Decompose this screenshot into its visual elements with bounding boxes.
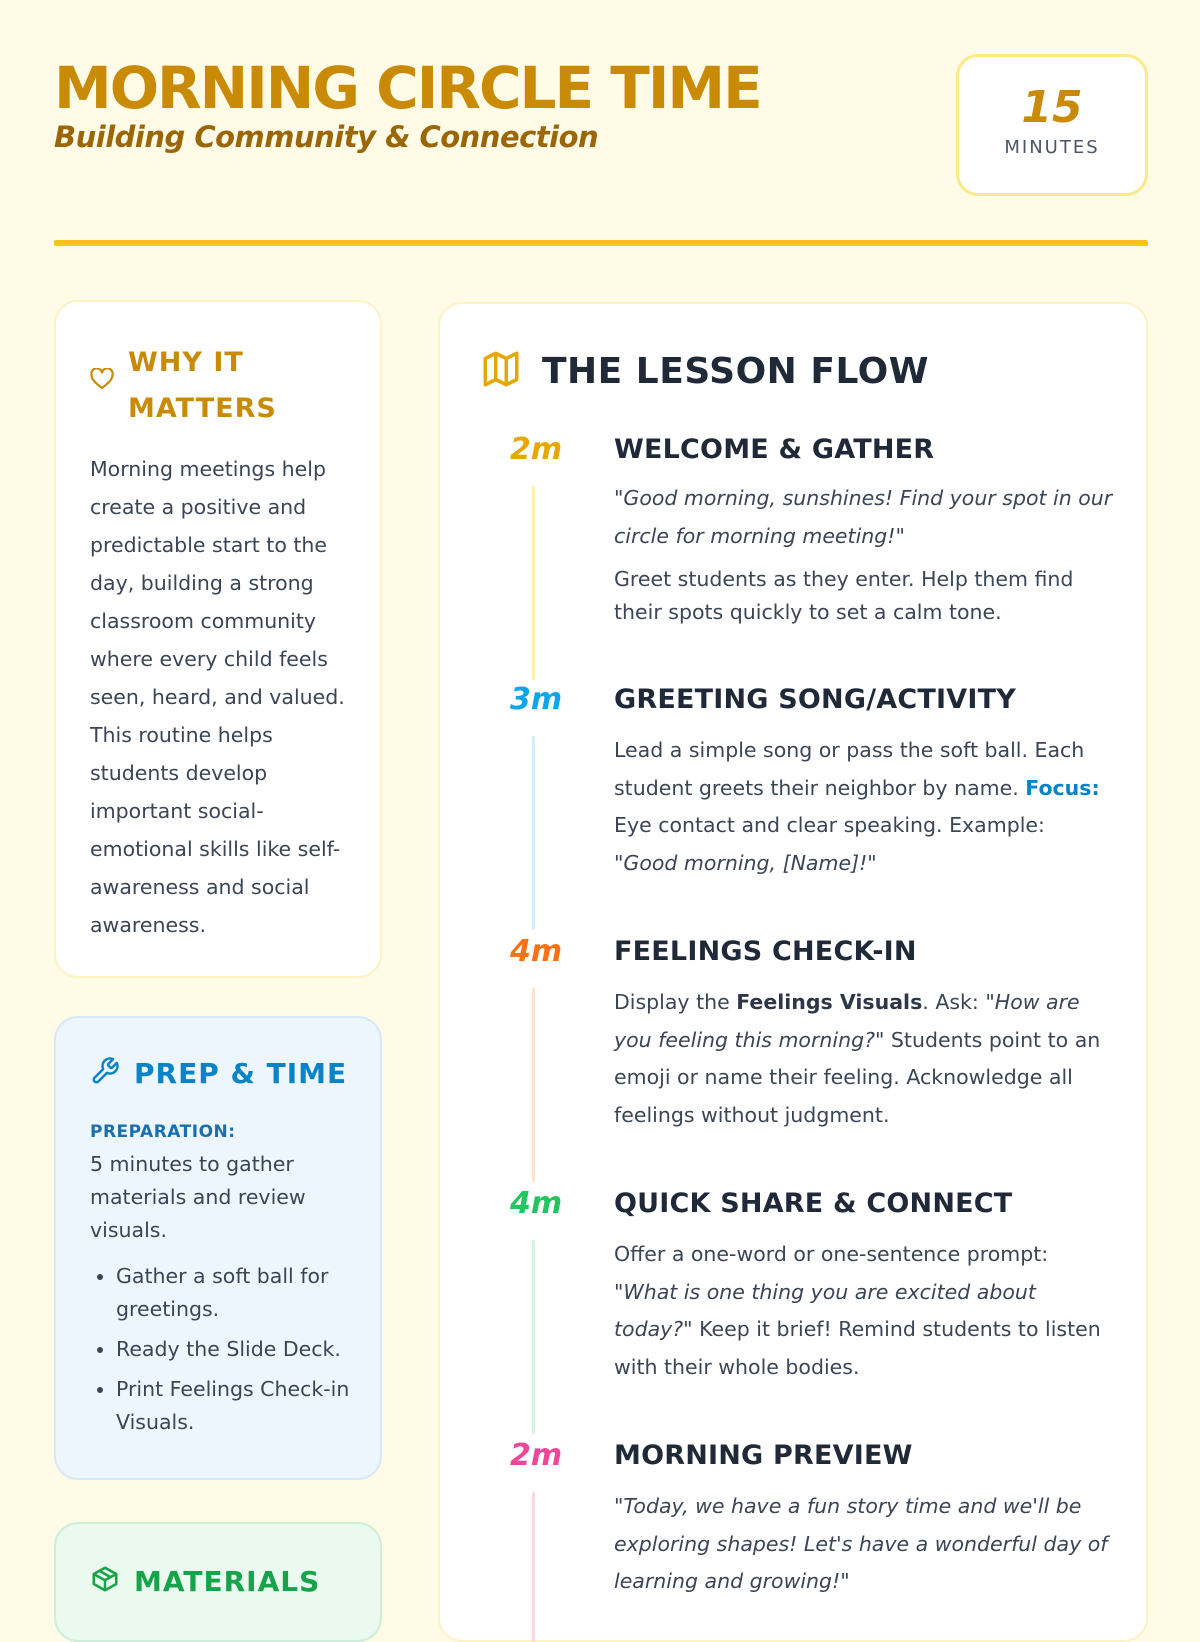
step-text: Greet students as they enter. Help them find their spots quickly to set a calm tone. [614, 567, 1074, 624]
step-text: Eye contact and clear speaking. Example: [614, 813, 1045, 837]
step-timeline-line [532, 1492, 535, 1642]
prep-title: PREP & TIME [134, 1056, 348, 1090]
step-quote: "Good morning, sunshines! Find your spot in our circle for morning meeting!" [614, 486, 1113, 548]
prep-label: PREPARATION: [90, 1122, 236, 1142]
flow-title: THE LESSON FLOW [542, 350, 929, 392]
step-duration: 3m [510, 682, 563, 717]
step-body [614, 984, 1114, 1134]
step-quote: "What is one thing you are excited about today?" [614, 1279, 1036, 1341]
step-text: Display the [614, 990, 737, 1014]
step-text: Lead a simple song or pass the soft ball. Each student greets their neighbor by name. [614, 738, 1085, 800]
duration-badge [956, 54, 1148, 196]
page-subtitle: Building Community & Connection [54, 120, 599, 154]
page-header [54, 52, 1148, 202]
step-body [614, 1488, 1114, 1601]
step-duration: 4m [510, 1186, 563, 1221]
why-it-matters-card [54, 300, 382, 978]
step-title: GREETING SONG/ACTIVITY [614, 684, 1016, 715]
wrench-icon [90, 1056, 120, 1090]
step-text: Students point to an emoji or name their feeling. Acknowledge all feelings without judgment. [614, 1027, 1101, 1127]
materials-title: MATERIALS [134, 1564, 321, 1598]
lesson-flow-card [438, 302, 1148, 1642]
materials-card [54, 1522, 382, 1642]
step-title: FEELINGS CHECK-IN [614, 936, 917, 967]
step-quote: "Good morning, [Name]!" [614, 850, 877, 875]
step-body [614, 1236, 1114, 1386]
step-title: WELCOME & GATHER [614, 434, 935, 465]
step-quote: "Today, we have a fun story time and we'll be exploring shapes! Let's have a wonderful day of learning and growing!" [614, 1494, 1108, 1593]
step-timeline-line [532, 486, 535, 680]
feelings-visuals-label: Feelings Visuals [736, 990, 923, 1014]
step-text: Offer a one-word or one-sentence prompt: [614, 1242, 1049, 1266]
why-title: WHY IT MATTERS [128, 347, 277, 424]
step-timeline-line [532, 1240, 535, 1434]
map-icon [480, 348, 522, 394]
why-body: Morning meetings help create a positive and predictable start to the day, building a strong classroom community where every child feels seen, heard, and valued. This routine helps students develop important social-emotional skills like self-awareness and social awareness. [90, 457, 345, 937]
step-text: Keep it brief! Remind students to listen with their whole bodies. [614, 1317, 1101, 1379]
step-quote: "How are you feeling this morning?" [614, 990, 1080, 1052]
step-duration: 2m [510, 432, 563, 467]
step-timeline-line [532, 988, 535, 1182]
step-duration: 2m [510, 1438, 563, 1473]
heart-icon [90, 368, 114, 394]
duration-label: MINUTES [1004, 137, 1100, 158]
list-item: • Ready the Slide Deck. [116, 1333, 384, 1366]
duration-value: 15 [1021, 82, 1083, 133]
step-timeline-line [532, 736, 535, 930]
page-title: MORNING CIRCLE TIME [54, 54, 761, 122]
header-divider [54, 240, 1148, 246]
prep-list [90, 1260, 384, 1446]
prep-time-card [54, 1016, 382, 1480]
list-item: • Gather a soft ball for greetings. [116, 1260, 384, 1326]
prep-text: 5 minutes to gather materials and review visuals. [90, 1152, 306, 1242]
focus-label: Focus: [1025, 775, 1100, 800]
step-text: . Ask: [922, 990, 986, 1014]
step-title: MORNING PREVIEW [614, 1440, 913, 1471]
box-icon [90, 1564, 120, 1598]
step-duration: 4m [510, 934, 563, 969]
step-title: QUICK SHARE & CONNECT [614, 1188, 1013, 1219]
list-item: • Print Feelings Check-in Visuals. [116, 1373, 384, 1439]
step-body [614, 480, 1114, 629]
step-body [614, 732, 1114, 882]
